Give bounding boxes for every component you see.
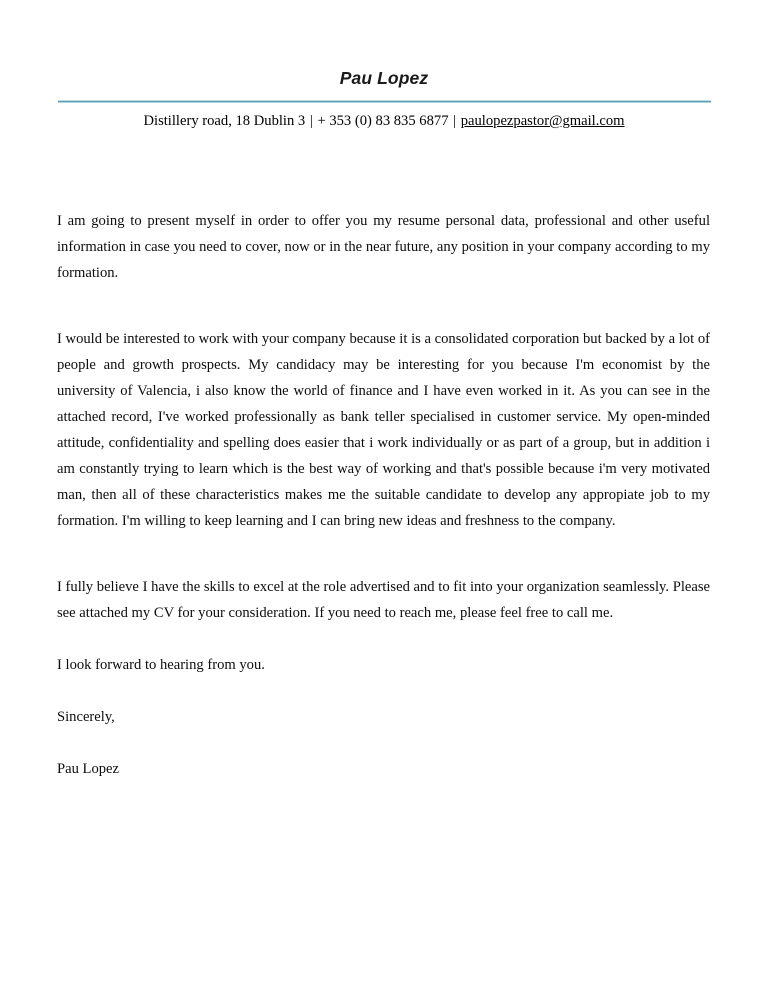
letter-paragraph-4: I look forward to hearing from you. [57, 657, 265, 674]
paragraph-spacer [57, 730, 710, 756]
paragraph-spacer [57, 534, 710, 574]
contact-separator-2: | [449, 113, 460, 129]
letter-body [57, 130, 710, 782]
paragraph-spacer [57, 626, 710, 652]
header-divider [58, 100, 711, 103]
paragraph-spacer [57, 678, 710, 704]
contact-address: Distillery road, 18 Dublin 3 [143, 113, 306, 129]
page-title: Pau Lopez [339, 68, 429, 88]
letter-signature: Pau Lopez [57, 761, 120, 778]
paragraph-spacer [57, 286, 710, 326]
contact-email-link[interactable]: paulopezpastor@gmail.com [460, 113, 625, 129]
letter-paragraph-3: I fully believe I have the skills to excel at the role advertised and to fit into your organization seamlessly. Please see attached my CV for your consideration. If you need to reach me, please feel free to call me. [57, 579, 710, 622]
contact-separator-1: | [306, 113, 317, 129]
contact-phone: + 353 (0) 83 835 6877 [317, 113, 449, 129]
contact-info-line [0, 112, 768, 130]
letter-paragraph-2: I would be interested to work with your company because it is a consolidated corporation but backed by a lot of people and growth prospects. My candidacy may be interesting for you because I'm economist by the university of Valencia, i also know the world of finance and I have even worked in it. As you can see in the attached record, I've worked professionally as bank teller specialised in customer service. My open-minded attitude, confidentiality and spelling does easier that i work individually or as part of a group, but in addition i am constantly trying to learn which is the best way of working and that's possible because i'm very motivated man, then all of these characteristics makes me the suitable candidate to develop any appropiate job to my formation. I'm willing to keep learning and I can bring new ideas and freshness to the company. [57, 331, 710, 530]
letter-closing: Sincerely, [57, 709, 115, 726]
letterhead [0, 0, 768, 130]
letter-paragraph-1: I am going to present myself in order to offer you my resume personal data, professional and other useful information in case you need to cover, now or in the near future, any position in your company according to my formation. [57, 213, 710, 282]
